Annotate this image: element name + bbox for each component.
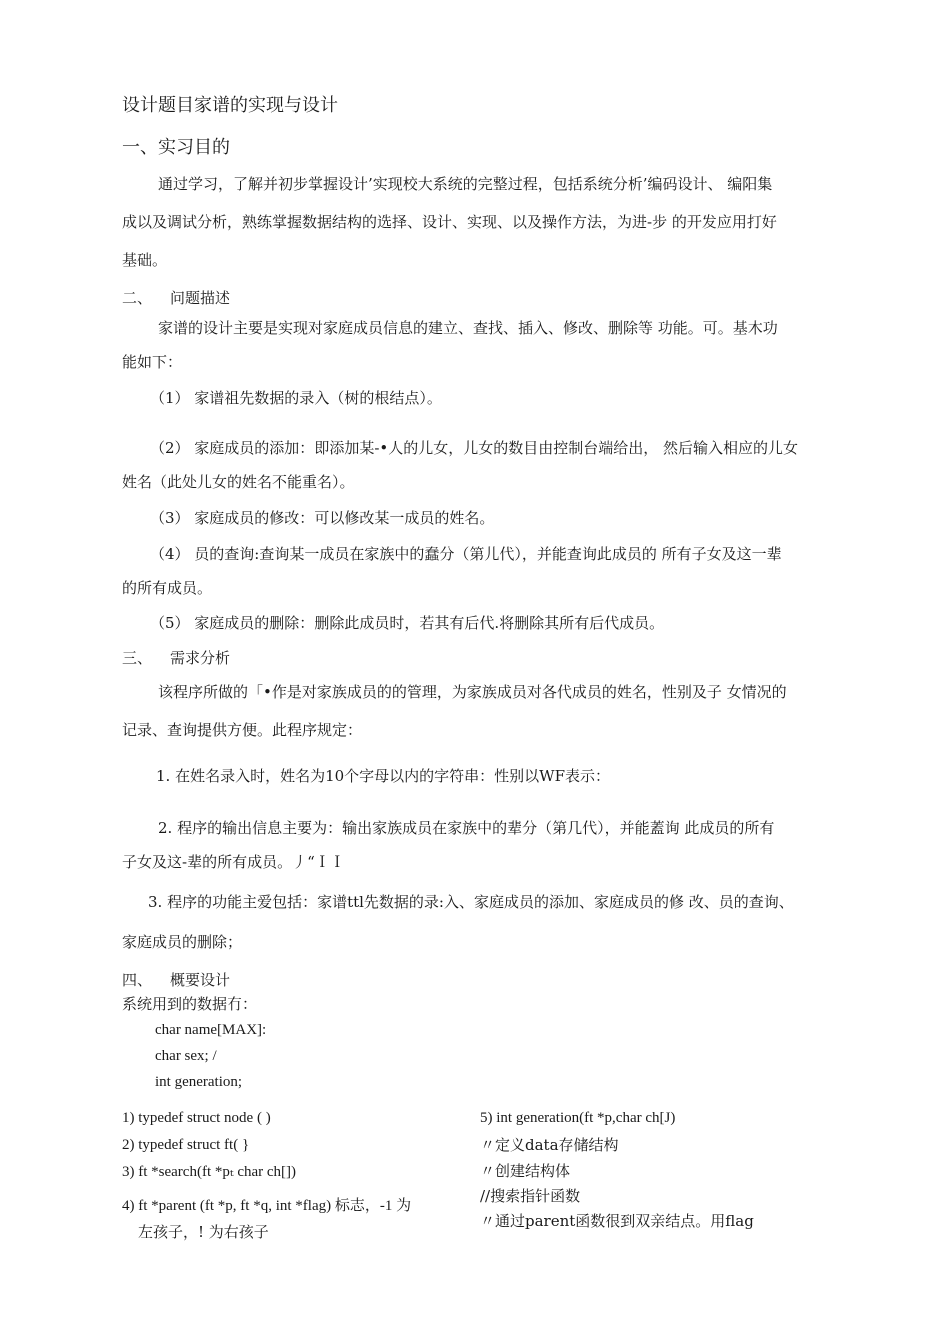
- section1-heading: 一、实习目的: [122, 137, 230, 158]
- section2-item-3: （3） 家庭成员的修改：可以修改某一成员的姓名。: [150, 509, 495, 527]
- section3-heading: 需求分析: [170, 649, 231, 667]
- right-item-1: 5) int generation(ft *p,char ch[J): [480, 1110, 676, 1126]
- section2-item-4-cont: 的所有成员。: [122, 579, 213, 597]
- section3-item-1: 1. 在姓名录入时，姓名为10个字母以内的字符串：性别以WF表示：: [156, 767, 610, 785]
- left-item-3: 3) ft *search(ft *pₜ char ch[]): [122, 1164, 297, 1180]
- section2-item-1: （1） 家谱祖先数据的录入（树的根结点）。: [150, 389, 442, 407]
- code-line-3: int generation;: [155, 1074, 243, 1090]
- section3-item-3-cont: 家庭成员的删除；: [122, 933, 243, 951]
- section3-intro-2: 记录、查询提供方便。此程序规定：: [122, 721, 363, 739]
- section3-item-3: 3. 程序的功能主爱包括：家谱ttl先数据的录:入、家庭成员的添加、家庭成员的修 改、员的查询、: [148, 893, 794, 911]
- section2-item-4: （4） 员的查询:查询某一成员在家族中的蠢分（第儿代），并能查询此成员的 所有子女及这一辈: [150, 545, 782, 563]
- section2-intro-1: 家谱的设计主要是实现对家庭成员信息的建立、查找、插入、修改、删除等 功能。可。基木功: [158, 319, 778, 337]
- section4-intro: 系统用到的数据冇：: [122, 995, 258, 1013]
- section1-line-1: 通过学习，了解并初步掌握设计’实现校大系统的完整过程，包括系统分析’编码设计、 编阳集: [158, 175, 773, 193]
- section2-item-2-cont: 姓名（此处儿女的姓名不能重名）。: [122, 473, 355, 491]
- code-line-2: char sex; /: [155, 1048, 217, 1064]
- left-item-4-cont: 左孩子，! 为右孩子: [138, 1223, 269, 1241]
- left-item-2: 2) typedef struct ft( }: [122, 1137, 250, 1153]
- section4-heading: 概要设计: [170, 971, 231, 989]
- section4-number: 四、: [122, 971, 153, 989]
- section2-heading: 问题描述: [170, 289, 231, 307]
- section1-line-3: 基础。: [122, 251, 168, 269]
- right-item-3: 〃创建结构体: [480, 1162, 571, 1180]
- section3-item-2-cont: 子女及这-辈的所有成员。丿“ＩＩ: [122, 853, 345, 871]
- right-item-4: //搜索指针函数: [480, 1187, 581, 1205]
- right-item-2: 〃定义data存储结构: [480, 1136, 619, 1154]
- left-item-1: 1) typedef struct node ( ): [122, 1110, 271, 1126]
- section2-number: 二、: [122, 289, 153, 307]
- section1-line-2: 成以及调试分析，熟练掌握数据结构的选择、设计、实现、以及操作方法，为进-步 的开发应用打好: [122, 213, 777, 231]
- left-item-4: 4) ft *parent (ft *p, ft *q, int *flag) 标志，-1 为: [122, 1198, 412, 1214]
- section3-intro-1: 该程序所做的「•作是对家族成员的的管理，为家族成员对各代成员的姓名，性别及子 女情况的: [158, 683, 787, 701]
- section3-number: 三、: [122, 649, 153, 667]
- section3-item-2: 2. 程序的输出信息主要为：输出家族成员在家族中的辈分（第几代），并能蓋询 此成员的所有: [158, 819, 775, 837]
- section2-item-2: （2） 家庭成员的添加：即添加某-•人的儿女，儿女的数目由控制台端给出， 然后输入相应的儿女: [150, 439, 798, 457]
- code-line-1: char name[MAX]:: [155, 1022, 267, 1038]
- page-title: 设计题目家谱的实现与设计: [122, 95, 338, 116]
- section2-item-5: （5） 家庭成员的删除：删除此成员时，若其有后代.将删除其所有后代成员。: [150, 614, 665, 632]
- right-item-5: 〃通过parent函数很到双亲结点。用flag: [480, 1212, 754, 1230]
- section2-intro-2: 能如下：: [122, 353, 183, 371]
